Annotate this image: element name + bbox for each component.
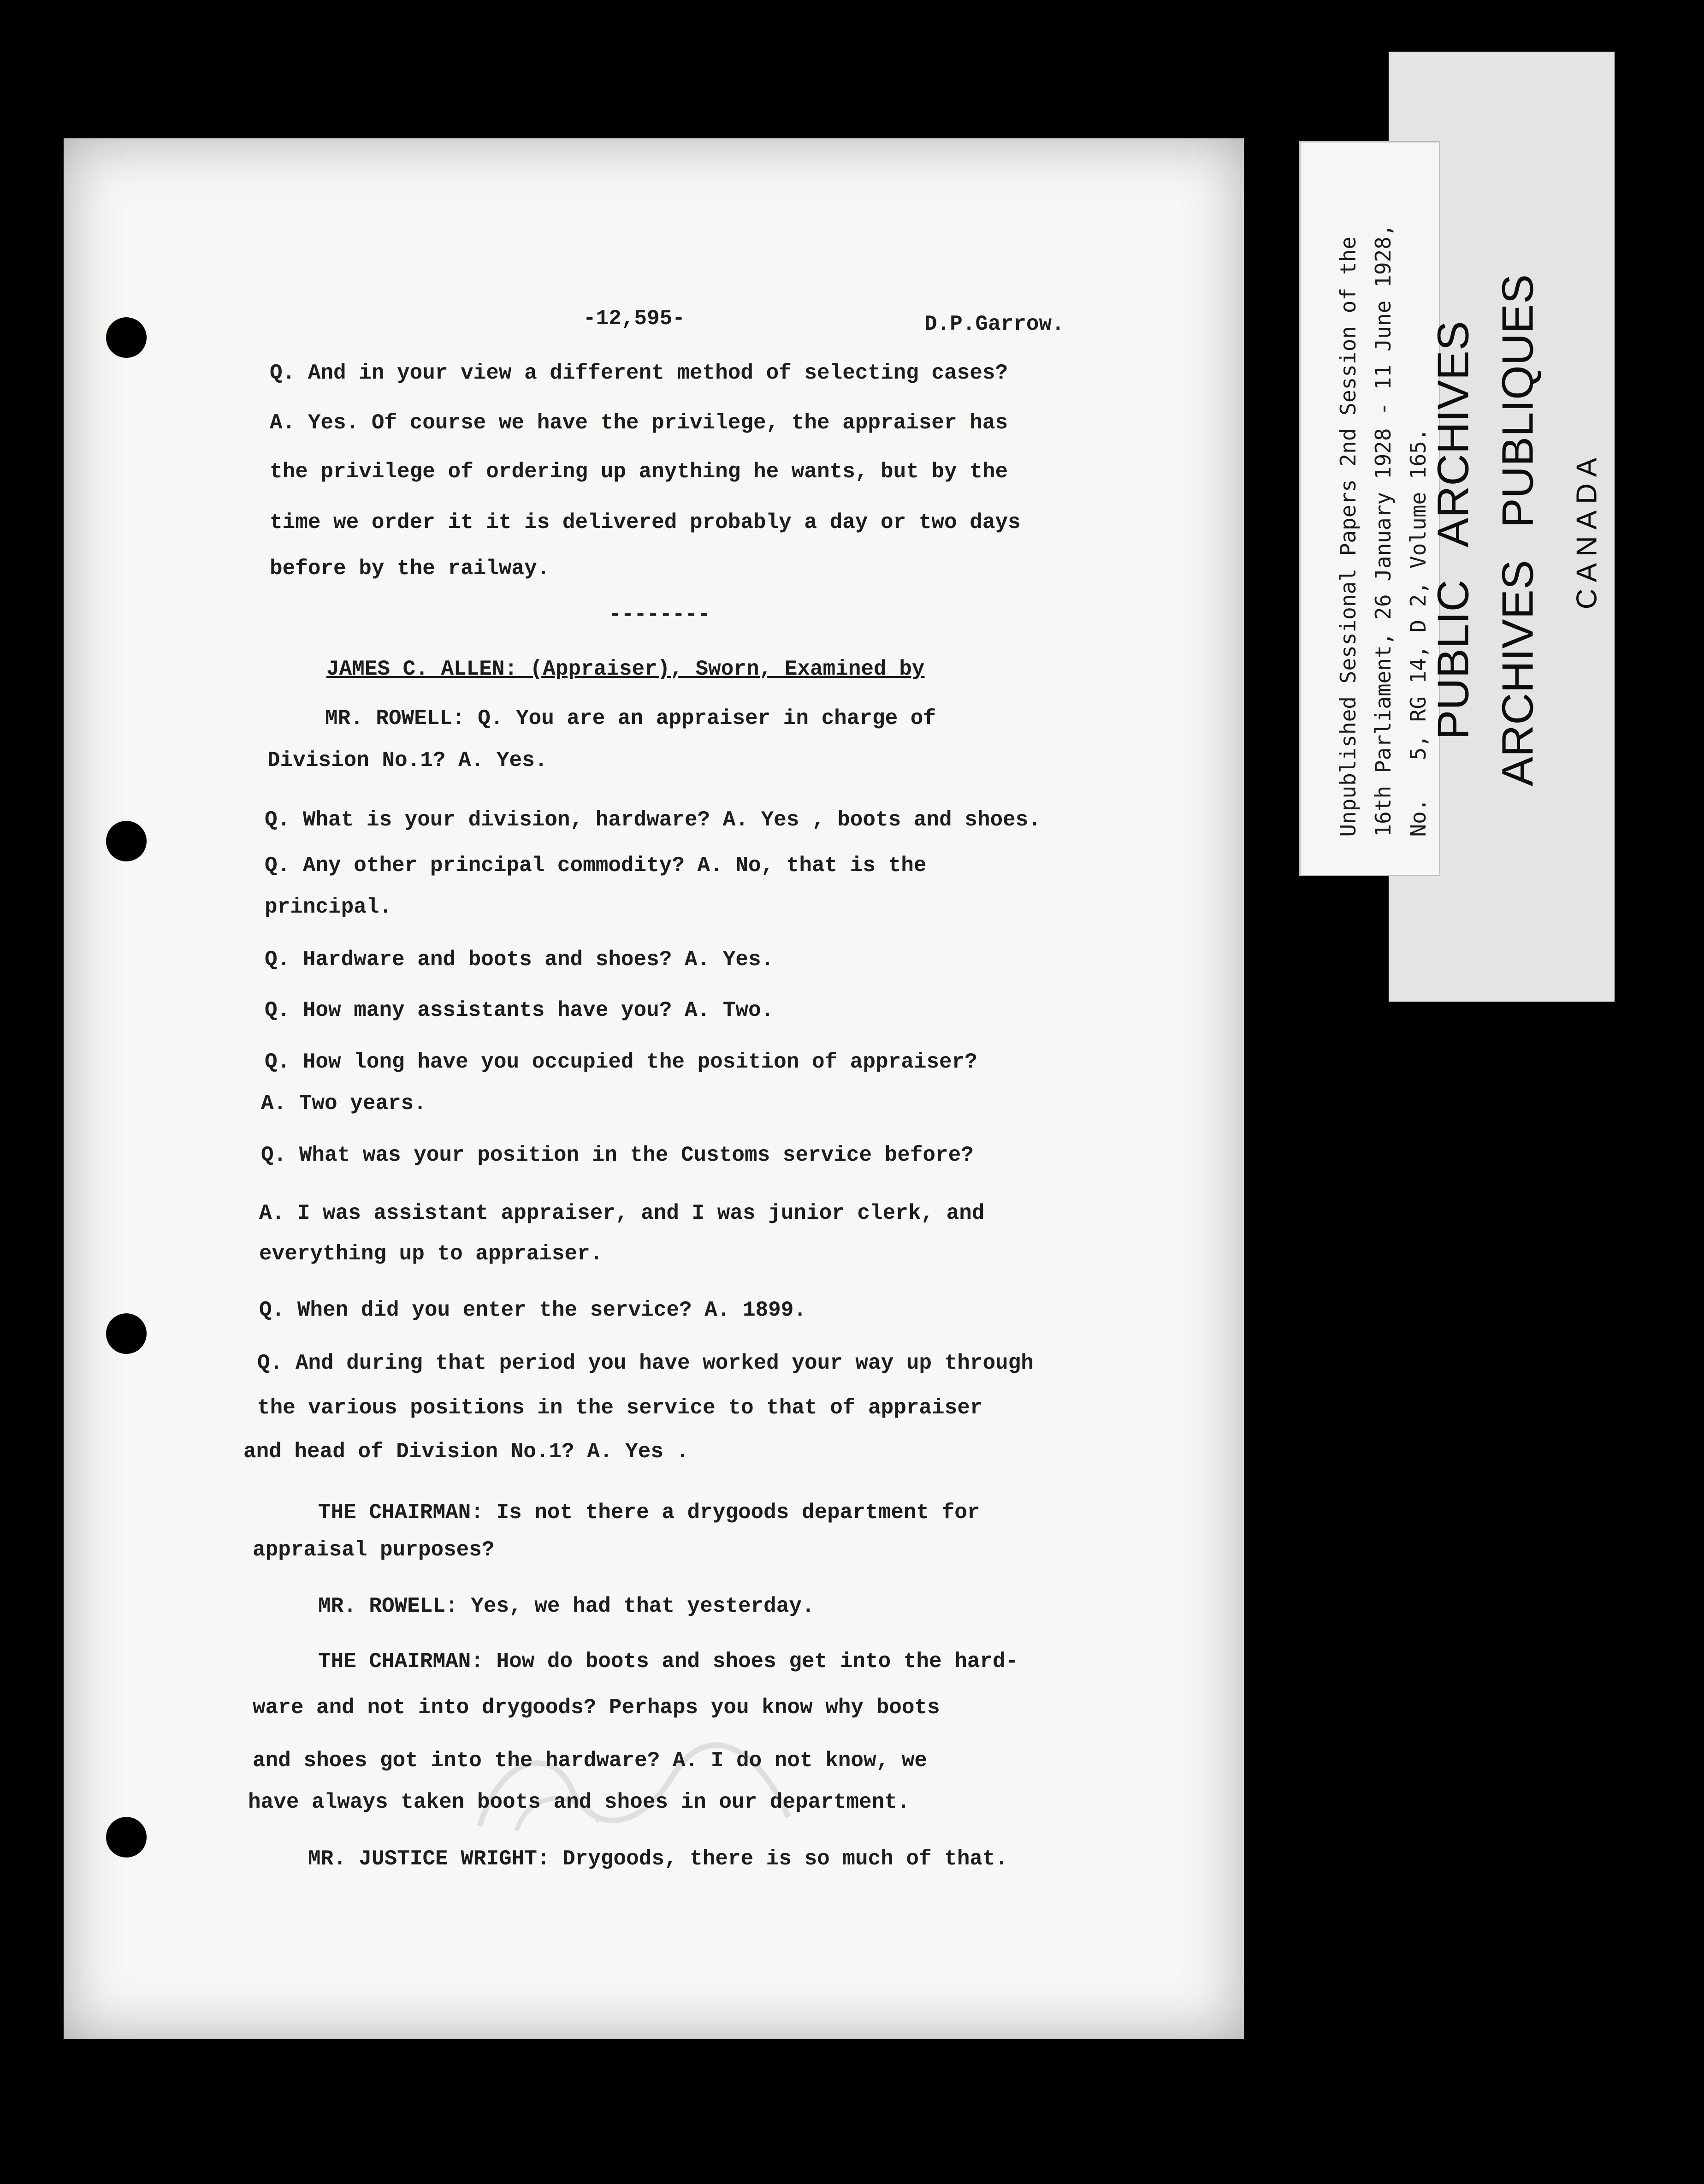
stamp-row [1494,274,1542,786]
stamp-word: ARCHIVES [1493,560,1543,787]
punch-hole [106,1817,147,1858]
transcript-line: appraisal purposes? [253,1538,495,1562]
transcript-line: the various positions in the service to that of appraiser [257,1396,983,1420]
transcript-line: have always taken boots and shoes in our department. [248,1790,910,1814]
transcript-line: Q. When did you enter the service? A. 1899. [259,1298,806,1322]
transcript-line: THE CHAIRMAN: Is not there a drygoods department for [318,1501,980,1525]
transcript-line: Q. What is your division, hardware? A. Yes , boots and shoes. [265,808,1041,832]
stamp-word: ARCHIVES [1428,321,1478,548]
transcript-line: and shoes got into the hardware? A. I do not know, we [253,1749,928,1773]
stamp-word: PUBLIC [1428,580,1478,740]
stamp-row [1430,274,1478,786]
stamp-word: PUBLIQUES [1493,274,1543,528]
transcript-line: Q. How many assistants have you? A. Two. [265,998,774,1022]
transcript-line: principal. [265,895,392,919]
caption-line: 16th Parliament, 26 January 1928 - 11 June 1928, [1371,224,1396,837]
transcript-line: ware and not into drygoods? Perhaps you know why boots [253,1696,940,1720]
transcript-line: Q. How long have you occupied the position of appraiser? [265,1050,977,1074]
transcript-line: THE CHAIRMAN: How do boots and shoes get into the hard- [318,1650,1018,1674]
caption-line: Unpublished Sessional Papers 2nd Session of the [1336,237,1361,837]
punch-hole [106,821,147,861]
transcript-line: Q. Hardware and boots and shoes? A. Yes. [265,948,774,972]
transcript-line: MR. JUSTICE WRIGHT: Drygoods, there is so much of that. [308,1847,1008,1871]
transcript-line: A. Two years. [261,1092,426,1116]
transcript-line: everything up to appraiser. [259,1242,603,1266]
caption-line: No. 5, RG 14, D 2, Volume 165. [1406,428,1431,837]
witness-header: D.P.Garrow. [924,312,1065,336]
archives-stamp [1413,274,1612,786]
transcript-line: Q. Any other principal commodity? A. No, that is the [265,854,927,878]
witness-heading: JAMES C. ALLEN: (Appraiser), Sworn, Examined by [326,657,925,681]
transcript-line: time we order it it is delivered probably a day or two days [270,510,1021,534]
transcript-line: Q. And during that period you have worked your way up through [257,1351,1034,1375]
transcript-line: and head of Division No.1? A. Yes . [243,1440,689,1464]
transcript-line: Q. And in your view a different method of selecting cases? [270,361,1008,385]
transcript-line: MR. ROWELL: Q. You are an appraiser in charge of [325,706,936,730]
section-divider: -------- [609,603,710,627]
transcript-line: before by the railway. [270,557,550,581]
transcript-line: the privilege of ordering up anything he wants, but by the [270,460,1008,484]
transcript-line: A. I was assistant appraiser, and I was junior clerk, and [259,1201,985,1225]
transcript-line: Division No.1? A. Yes. [267,748,548,772]
page-number: -12,595- [583,307,685,331]
transcript-line: A. Yes. Of course we have the privilege, the appraiser has [270,411,1008,435]
transcript-line: MR. ROWELL: Yes, we had that yesterday. [318,1594,815,1618]
transcript-line: Q. What was your position in the Customs service before? [261,1143,974,1167]
punch-hole [106,1313,147,1354]
punch-hole [106,317,147,358]
stamp-country: CANADA [1571,451,1603,610]
